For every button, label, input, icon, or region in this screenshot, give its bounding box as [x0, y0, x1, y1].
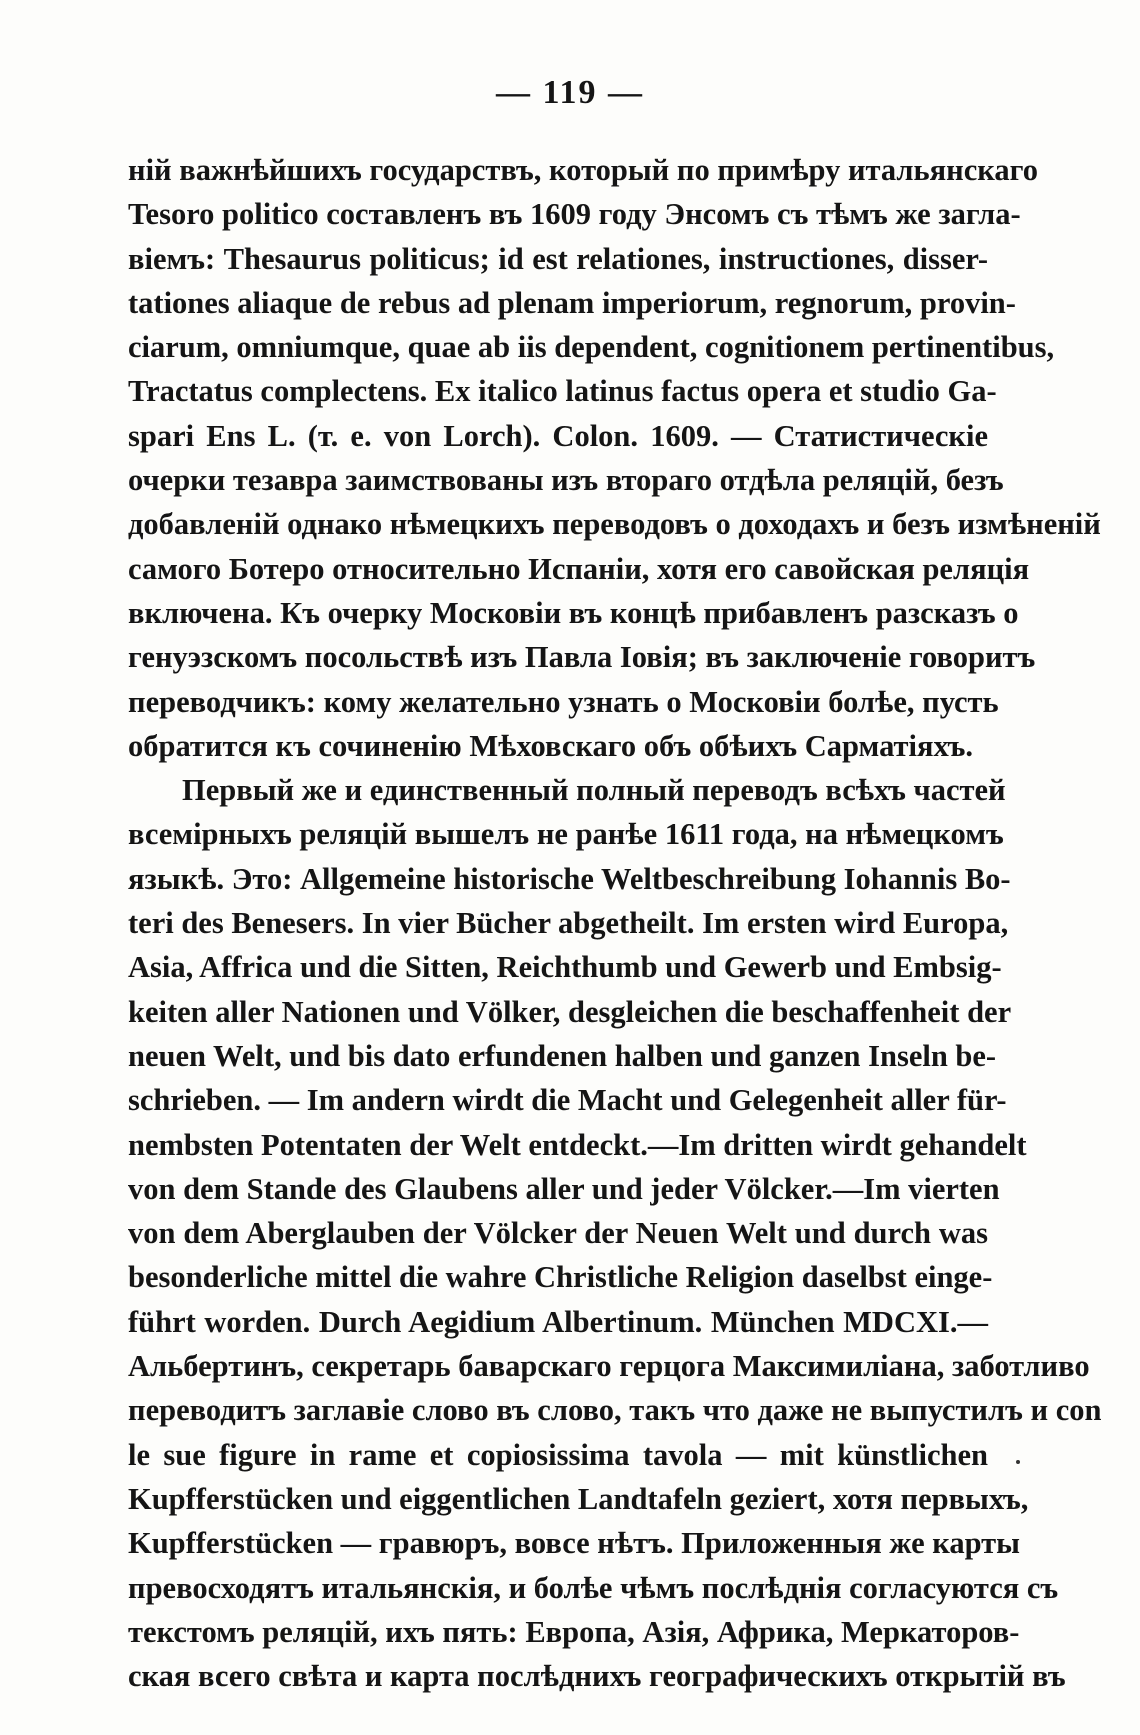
- text-line: очерки тезавра заимствованы изъ втораго отдѣла реляцій, безъ: [128, 463, 1004, 498]
- text-line: текстомъ реляцій, ихъ пять: Европа, Азія, Африка, Меркаторов-: [128, 1614, 1020, 1649]
- text-line: Tractatus complectens. Ex italico latinus factus opera et studio Ga-: [128, 374, 997, 409]
- text-line: Tesoro politico составленъ въ 1609 году Энсомъ съ тѣмъ же загла-: [128, 197, 1021, 232]
- text-line: le sue figure in rame et copiosissima tavola — mit künstlichen: [128, 1437, 988, 1472]
- text-line: генуэзскомъ посольствѣ изъ Павла Іовія; въ заключеніе говоритъ: [128, 640, 1036, 675]
- text-line: Kupfferstücken — гравюръ, вовсе нѣтъ. Приложенныя же карты: [128, 1526, 1020, 1561]
- text-line: spari Ens L. (т. е. von Lorch). Colon. 1609. — Статистическіе: [128, 418, 988, 453]
- text-line: Kupfferstücken und eiggentlichen Landtafeln geziert, хотя первыхъ,: [128, 1481, 1029, 1516]
- text-line: von dem Stande des Glaubens aller und jeder Völcker.—Im vierten: [128, 1171, 1000, 1206]
- ink-speck: [1016, 1460, 1020, 1464]
- text-line: von dem Aberglauben der Völcker der Neuen Welt und durch was: [128, 1216, 988, 1251]
- text-line: самого Ботеро относительно Испаніи, хотя его савойская реляція: [128, 551, 1030, 586]
- text-line: переводчикъ: кому желательно узнать о Московіи болѣе, пусть: [128, 684, 999, 719]
- text-line: ская всего свѣта и карта послѣднихъ географическихъ открытій въ: [128, 1659, 1066, 1694]
- text-line: Альбертинъ, секретарь баварскаго герцога Максимиліана, заботливо: [128, 1349, 1090, 1384]
- text-line: языкѣ. Это: Allgemeine historische Weltbeschreibung Iohannis Bo-: [128, 861, 1011, 896]
- page-number: — 119 —: [495, 74, 645, 111]
- text-line: віемъ: Thesaurus politicus; id est relationes, instructiones, disser-: [128, 241, 988, 276]
- text-line: neuen Welt, und bis dato erfundenen halben und ganzen Inseln be-: [128, 1038, 997, 1073]
- text-line: всемірныхъ реляцій вышелъ не ранѣе 1611 года, на нѣмецкомъ: [128, 817, 1004, 852]
- text-line: besonderliche mittel die wahre Christliche Religion daselbst einge-: [128, 1260, 993, 1295]
- text-line: führt worden. Durch Aegidium Albertinum. München MDCXI.—: [128, 1304, 988, 1339]
- text-line: teri des Benesers. In vier Bücher abgetheilt. Im ersten wird Europa,: [128, 906, 1009, 941]
- text-line: включена. Къ очерку Московіи въ концѣ прибавленъ разсказъ о: [128, 595, 1019, 630]
- text-line: превосходятъ итальянскія, и болѣе чѣмъ послѣднія согласуются съ: [128, 1570, 1059, 1605]
- text-line: schrieben. — Im andern wirdt die Macht und Gelegenheit aller für-: [128, 1083, 1007, 1118]
- body-text: [128, 148, 1102, 1698]
- text-line: добавленій однако нѣмецкихъ переводовъ о доходахъ и безъ измѣненій: [128, 507, 1101, 542]
- text-line: ciarum, omniumque, quae ab iis dependent, cognitionem pertinentibus,: [128, 330, 1055, 365]
- text-line: обратится къ сочиненію Мѣховскаго объ обѣихъ Сарматіяхъ.: [128, 728, 973, 763]
- paragraph-first-line: Первый же и единственный полный переводъ всѣхъ частей: [182, 773, 1006, 808]
- text-line: keiten aller Nationen und Völker, desgleichen die beschaffenheit der: [128, 994, 1012, 1029]
- text-line: nembsten Potentaten der Welt entdeckt.—Im dritten wirdt gehandelt: [128, 1127, 1027, 1162]
- text-line: tationes aliaque de rebus ad plenam imperiorum, regnorum, provin-: [128, 285, 1016, 320]
- text-line: переводитъ заглавіе слово въ слово, такъ что даже не выпустилъ и con: [128, 1393, 1102, 1428]
- text-line: Asia, Affrica und die Sitten, Reichthumb und Gewerb und Embsig-: [128, 950, 1002, 985]
- text-line: ній важнѣйшихъ государствъ, который по примѣру итальянскаго: [128, 153, 1038, 187]
